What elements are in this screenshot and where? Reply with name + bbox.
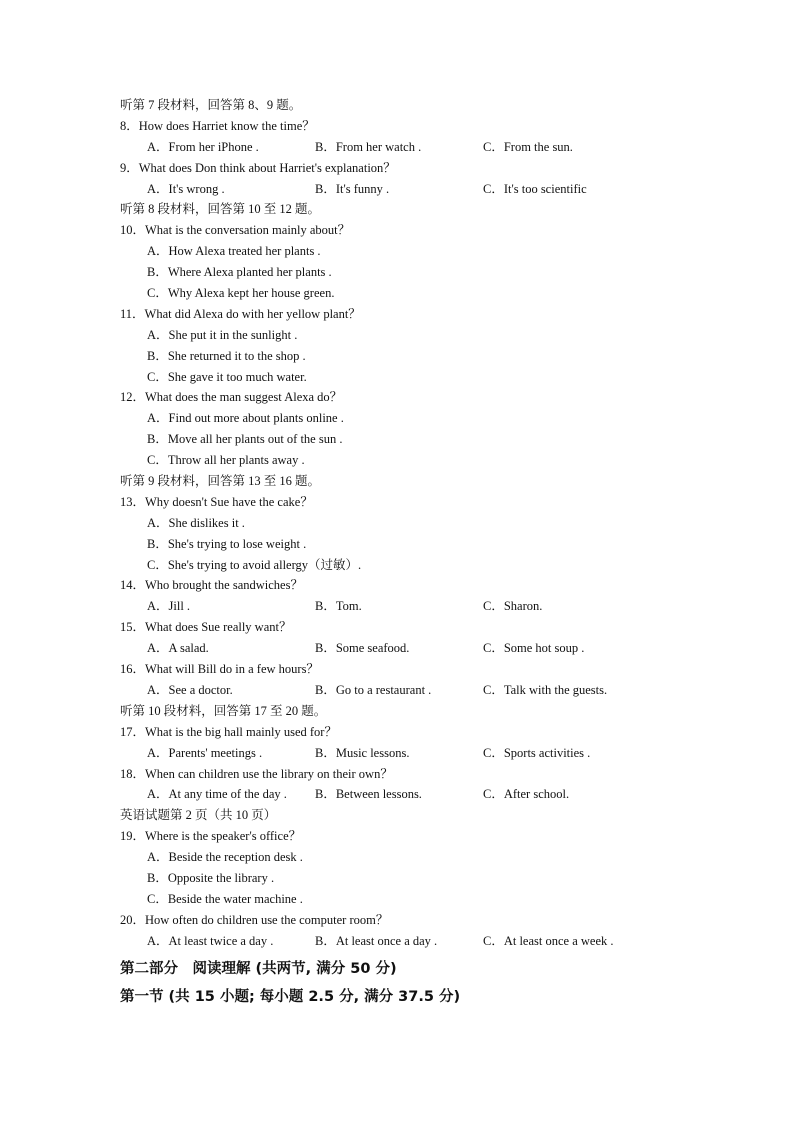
answer-option: C．She's trying to avoid allergy（过敏）. bbox=[147, 557, 362, 572]
question-stem: 13．Why doesn't Sue have the cake？ bbox=[120, 494, 313, 509]
answer-option: A．It's wrong . bbox=[147, 181, 225, 196]
question-stem: 19．Where is the speaker's office？ bbox=[120, 829, 302, 844]
answer-option: B．Some seafood. bbox=[315, 641, 410, 656]
listening-questions bbox=[120, 95, 740, 952]
answer-option: A．See a doctor. bbox=[147, 682, 233, 697]
options-row bbox=[120, 931, 740, 952]
question-stem: 9．What does Don think about Harriet's explanation？ bbox=[120, 160, 396, 175]
options-row bbox=[120, 784, 740, 805]
answer-option: B．Between lessons. bbox=[315, 787, 422, 802]
question-stem: 11．What did Alexa do with her yellow plant？ bbox=[120, 306, 361, 321]
answer-option: B．Music lessons. bbox=[315, 745, 410, 760]
section-header: 听第 10 段材料，回答第 17 至 20 题。 bbox=[120, 703, 327, 718]
section-one-title: 第一节 (共 15 小题; 每小题 2.5 分, 满分 37.5 分) bbox=[120, 989, 461, 1005]
options-row bbox=[120, 638, 740, 659]
part-two-title: 第二部分 阅读理解 (共两节, 满分 50 分) bbox=[120, 961, 397, 977]
answer-option: A．Find out more about plants online . bbox=[147, 411, 344, 426]
answer-option: A．How Alexa treated her plants . bbox=[147, 244, 321, 259]
question-stem: 14．Who brought the sandwiches？ bbox=[120, 578, 303, 593]
answer-option: A．From her iPhone . bbox=[147, 139, 259, 154]
answer-option: C．Some hot soup . bbox=[483, 641, 585, 656]
options-row bbox=[120, 680, 740, 701]
section-header: 听第 8 段材料，回答第 10 至 12 题。 bbox=[120, 202, 321, 217]
question-stem: 15．What does Sue really want？ bbox=[120, 620, 292, 635]
answer-option: B．It's funny . bbox=[315, 181, 390, 196]
section-header: 听第 9 段材料，回答第 13 至 16 题。 bbox=[120, 474, 321, 489]
answer-option: C．Throw all her plants away . bbox=[147, 453, 305, 468]
answer-option: B．Tom. bbox=[315, 599, 362, 614]
question-stem: 8．How does Harriet know the time？ bbox=[120, 118, 315, 133]
answer-option: A．At any time of the day . bbox=[147, 787, 287, 802]
question-stem: 16．What will Bill do in a few hours？ bbox=[120, 662, 319, 677]
options-row bbox=[120, 596, 740, 617]
answer-option: B．From her watch . bbox=[315, 139, 422, 154]
answer-option: A．Jill . bbox=[147, 599, 191, 614]
question-stem: 12．What does the man suggest Alexa do？ bbox=[120, 390, 343, 405]
options-row bbox=[120, 137, 740, 158]
answer-option: B．Move all her plants out of the sun . bbox=[147, 432, 343, 447]
section-header: 听第 7 段材料，回答第 8、9 题。 bbox=[120, 98, 302, 112]
answer-option: C．Sharon. bbox=[483, 599, 543, 614]
answer-option: B．Where Alexa planted her plants . bbox=[147, 265, 332, 280]
answer-option: C．Talk with the guests. bbox=[483, 682, 608, 697]
answer-option: C．Beside the water machine . bbox=[147, 891, 303, 906]
answer-option: C．At least once a week . bbox=[483, 933, 614, 948]
answer-option: A．Beside the reception desk . bbox=[147, 850, 303, 865]
options-row bbox=[120, 179, 740, 200]
question-stem: 20．How often do children use the computer room？ bbox=[120, 912, 389, 927]
answer-option: C．After school. bbox=[483, 787, 570, 802]
answer-option: B．Opposite the library . bbox=[147, 870, 275, 885]
answer-option: A．At least twice a day . bbox=[147, 933, 274, 948]
section-header: 英语试题第 2 页（共 10 页） bbox=[120, 808, 277, 823]
answer-option: C．It's too scientific bbox=[483, 181, 587, 196]
answer-option: B．She's trying to lose weight . bbox=[147, 536, 307, 551]
answer-option: C．Why Alexa kept her house green. bbox=[147, 286, 335, 301]
answer-option: A．Parents' meetings . bbox=[147, 745, 263, 760]
options-row bbox=[120, 743, 740, 764]
answer-option: C．Sports activities . bbox=[483, 745, 591, 760]
answer-option: B．Go to a restaurant . bbox=[315, 682, 432, 697]
question-stem: 18．When can children use the library on their own？ bbox=[120, 766, 393, 781]
answer-option: C．She gave it too much water. bbox=[147, 369, 307, 384]
answer-option: A．She dislikes it . bbox=[147, 515, 245, 530]
question-stem: 10．What is the conversation mainly about？ bbox=[120, 223, 351, 238]
answer-option: B．She returned it to the shop . bbox=[147, 348, 306, 363]
answer-option: B．At least once a day . bbox=[315, 933, 438, 948]
answer-option: A．A salad. bbox=[147, 641, 209, 656]
answer-option: A．She put it in the sunlight . bbox=[147, 327, 298, 342]
question-stem: 17．What is the big hall mainly used for？ bbox=[120, 724, 337, 739]
answer-option: C．From the sun. bbox=[483, 139, 573, 154]
